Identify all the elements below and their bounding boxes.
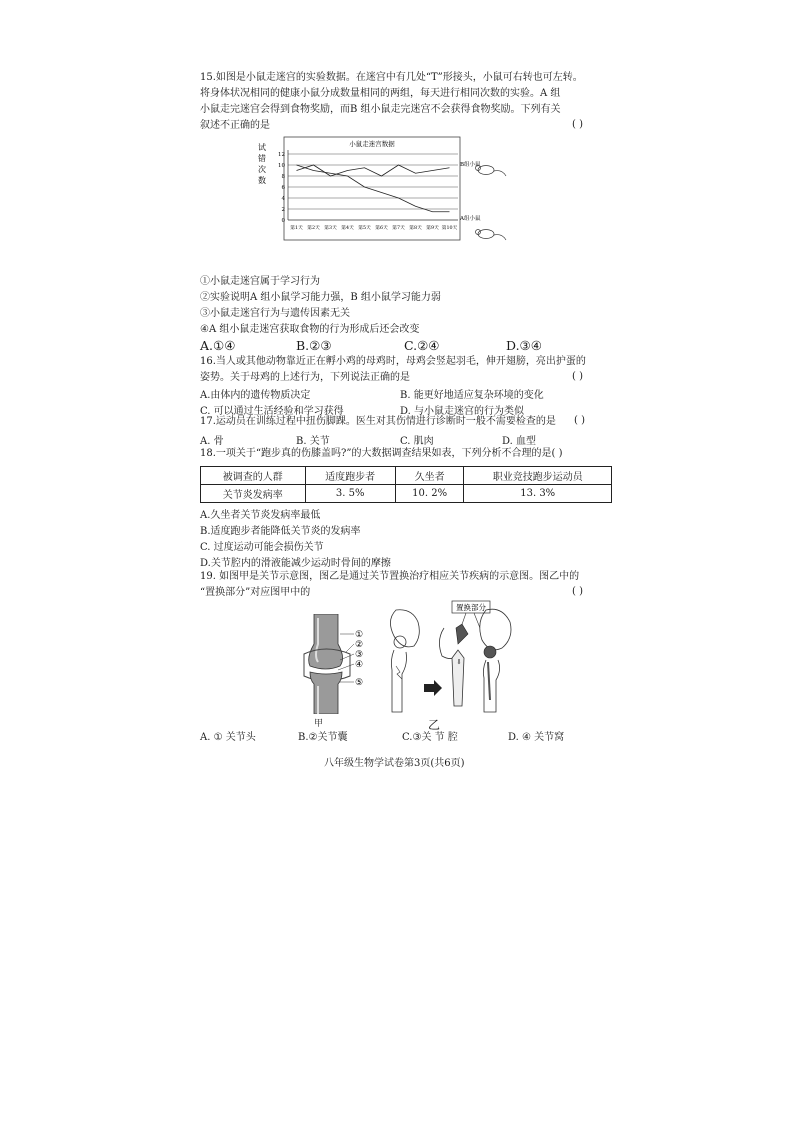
q15-statement-3: ③小鼠走迷宫行为与遗传因素无关: [200, 308, 350, 319]
q17-option-b[interactable]: B. 关节: [296, 436, 330, 447]
y-tick-label: 6: [281, 185, 285, 191]
figure-label-yi: 乙: [428, 718, 441, 732]
mouse-b-icon: [476, 166, 507, 177]
x-tick-label: 第7天: [392, 226, 405, 231]
q17-option-c[interactable]: C. 肌肉: [400, 436, 434, 447]
x-tick-label: 第9天: [426, 226, 439, 231]
q19-line-2: “置换部分”对应图甲中的: [200, 587, 311, 598]
q19-line-1: 19. 如图甲是关节示意图，图乙是通过关节置换治疗相应关节疾病的示意图。图乙中的: [200, 571, 580, 582]
chart-ylabel: [258, 142, 266, 185]
q19-option-a[interactable]: A. ① 关节头: [200, 732, 256, 743]
q18-line: 18.一项关于“跑步真的伤膝盖吗?”的大数据调查结果如表，下列分析不合理的是( ): [200, 448, 563, 459]
x-tick-label: 第3天: [324, 226, 337, 231]
q15-option-a[interactable]: A.①④: [200, 338, 236, 353]
label-4: ④: [355, 660, 364, 670]
chart-series: [297, 160, 482, 222]
label-3: ③: [355, 650, 364, 660]
chart-x-ticks: [290, 224, 457, 231]
q16-option-a[interactable]: A.由体内的遗传物质决定: [200, 390, 311, 401]
series-label: A组小鼠: [460, 215, 481, 222]
q19-option-d[interactable]: D. ④ 关节窝: [508, 732, 565, 743]
pelvis-right: [480, 609, 511, 650]
y-tick-label: 0: [281, 218, 285, 224]
q15-option-d[interactable]: D.③④: [506, 338, 542, 353]
q15-line-2: 将身体状况相同的健康小鼠分成数量相同的两组，每天进行相同次数的实验。A 组: [200, 88, 561, 99]
y-tick-label: 8: [281, 174, 285, 180]
femur-shape: [309, 614, 343, 669]
y-tick-label: 2: [281, 207, 285, 213]
q15-line-3: 小鼠走完迷宫会得到食物奖励，而B 组小鼠走完迷宫不会获得食物奖励。下列有关: [200, 104, 561, 115]
mouse-a-icon: [476, 230, 507, 241]
q18-option-c[interactable]: C. 过度运动可能会损伤关节: [200, 542, 324, 553]
q16-line-2: 姿势。关于母鸡的上述行为，下列说法正确的是: [200, 372, 410, 383]
q15-line-1: 15.如图是小鼠走迷宫的实验数据。在迷宫中有几处“T”形接头，小鼠可右转也可左转。: [200, 72, 583, 83]
q18-option-a[interactable]: A.久坐者关节炎发病率最低: [200, 510, 321, 521]
q16-option-d[interactable]: D. 与小鼠走迷宫的行为类似: [400, 406, 525, 417]
q17-line: 17.运动员在训练过程中扭伤脚踝。医生对其伤情进行诊断时一般不需要检查的是: [200, 416, 556, 427]
y-tick-label: 10: [278, 163, 285, 169]
series-label: B组小鼠: [460, 161, 481, 168]
svg-text:⇓: ⇓: [456, 658, 462, 666]
table-cell: 关节炎发病率: [201, 485, 306, 503]
series-line: [297, 165, 450, 176]
table-header-cell: 适度跑步者: [305, 467, 395, 485]
maze-chart: [252, 136, 512, 246]
y-tick-label: 4: [281, 196, 285, 202]
x-tick-label: 第5天: [358, 226, 371, 231]
table-cell: 13. 3%: [464, 485, 612, 503]
chart-ylabel-char: 次: [258, 165, 266, 174]
pelvis-left: [390, 610, 419, 647]
chart-ylabel-char: 错: [258, 154, 266, 163]
q15-statement-2: ②实验说明A 组小鼠学习能力强，B 组小鼠学习能力弱: [200, 292, 441, 303]
chart-ylabel-char: 数: [258, 176, 266, 185]
q18-survey-table: [200, 466, 612, 503]
q18-option-b[interactable]: B.适度跑步者能降低关节炎的发病率: [200, 526, 361, 537]
table-cell: 3. 5%: [305, 485, 395, 503]
q15-statement-1: ①小鼠走迷宫属于学习行为: [200, 276, 320, 287]
x-tick-label: 第2天: [307, 226, 320, 231]
table-header-row: [201, 467, 612, 485]
x-tick-label: 第8天: [409, 226, 422, 231]
x-tick-label: 第6天: [375, 226, 388, 231]
hip-replacement-diagram-yi: [378, 600, 528, 715]
femur-left: [391, 650, 406, 712]
chart-ylabel-char: 试: [258, 143, 266, 152]
joint-diagram-jia: [296, 614, 376, 714]
table-row: [201, 485, 612, 503]
replace-part-label: 置换部分: [456, 603, 486, 612]
x-tick-label: 第4天: [341, 226, 354, 231]
table-header-cell: 久坐者: [395, 467, 464, 485]
q19-option-c[interactable]: C.③关 节 腔: [402, 732, 458, 743]
page-footer: 八年级生物学试卷第3页(共6页): [324, 758, 465, 769]
q16-option-b[interactable]: B. 能更好地适应复杂环境的变化: [400, 390, 544, 401]
prosthesis-head: [456, 624, 468, 644]
tibia-shape: [310, 672, 342, 714]
femur-right: [483, 660, 499, 712]
table-header-cell: 职业竞技跑步运动员: [464, 467, 612, 485]
q15-answer-paren: ( ): [572, 119, 583, 130]
q17-option-d[interactable]: D. 血型: [502, 436, 537, 447]
q16-answer-paren: ( ): [572, 371, 583, 382]
q18-option-d[interactable]: D.关节腔内的滑液能减少运动时骨间的摩擦: [200, 558, 391, 569]
label-2: ②: [355, 640, 364, 650]
x-tick-label: 第10天: [441, 226, 458, 231]
label-5: ⑤: [355, 678, 364, 688]
q19-option-b[interactable]: B.②关节囊: [298, 732, 348, 743]
chart-grid: [288, 150, 458, 220]
q15-statement-4: ④A 组小鼠走迷宫获取食物的行为形成后还会改变: [200, 324, 420, 335]
q17-answer-paren: ( ): [574, 415, 585, 426]
label-1: ①: [355, 630, 364, 640]
figure-label-jia: 甲: [314, 719, 324, 729]
q17-option-a[interactable]: A. 骨: [200, 436, 224, 447]
table-cell: 10. 2%: [395, 485, 464, 503]
q15-option-b[interactable]: B.②③: [296, 338, 332, 353]
table-header-cell: 被调查的人群: [201, 467, 306, 485]
q16-option-c[interactable]: C. 可以通过生活经验和学习获得: [200, 406, 344, 417]
q19-answer-paren: ( ): [572, 586, 583, 597]
q15-option-c[interactable]: C.②④: [404, 338, 440, 353]
x-tick-label: 第1天: [290, 226, 303, 231]
y-tick-label: 12: [278, 152, 285, 158]
q15-line-4: 叙述不正确的是: [200, 120, 270, 131]
chart-title: 小鼠走迷宫数据: [349, 140, 395, 148]
arrow-icon: [424, 680, 442, 696]
q16-line-1: 16.当人或其他动物靠近正在孵小鸡的母鸡时，母鸡会竖起羽毛，伸开翅膀，亮出护蛋的: [200, 356, 586, 367]
